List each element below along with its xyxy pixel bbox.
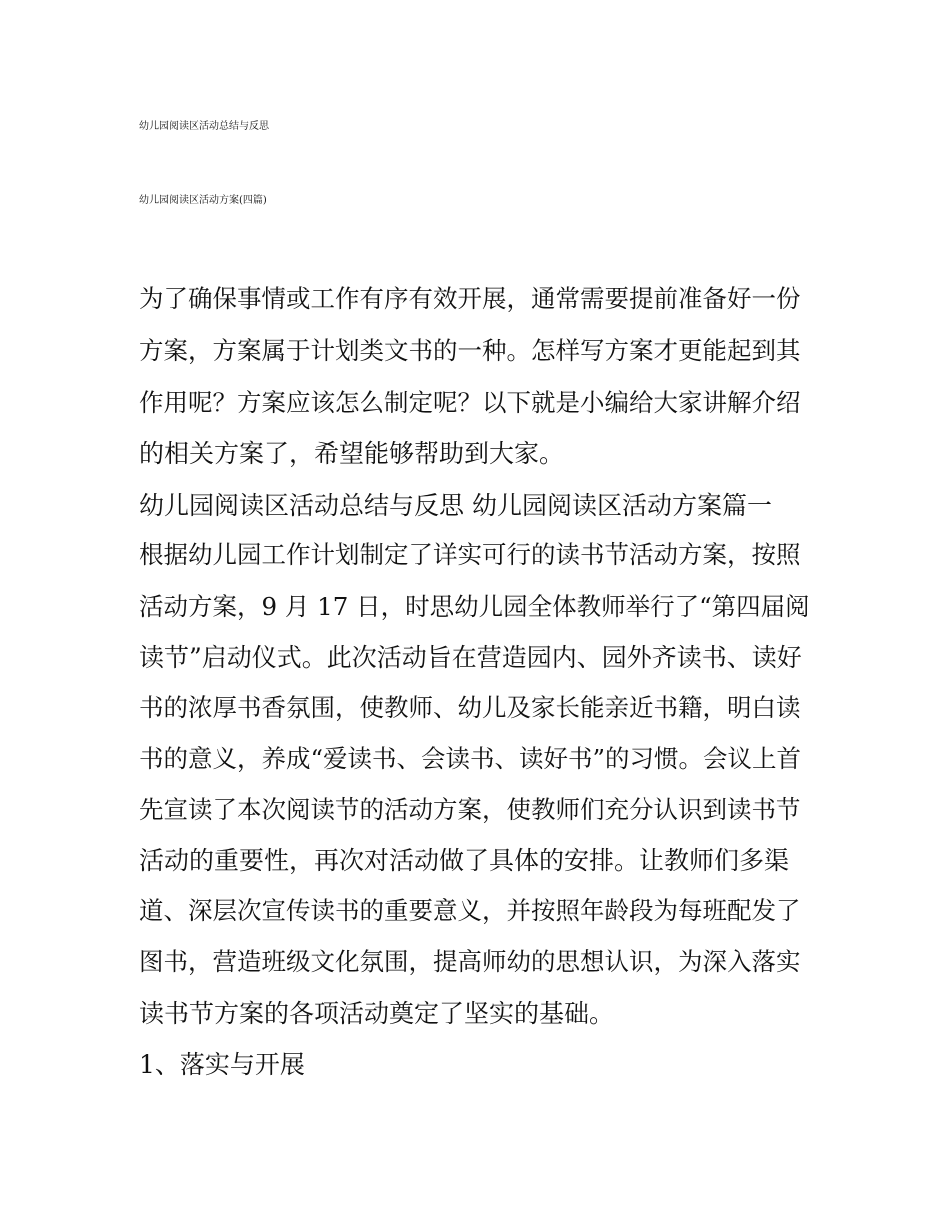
body-paragraph-line: 图书，营造班级文化氛围，提高师幼的思想认识，为深入落实 (139, 947, 801, 976)
body-paragraph-line: 读书节方案的各项活动奠定了坚实的基础。 (139, 999, 615, 1028)
section-heading: 幼儿园阅读区活动总结与反思 幼儿园阅读区活动方案篇一 (139, 491, 772, 520)
intro-paragraph-line: 作用呢？方案应该怎么制定呢？以下就是小编给大家讲解介绍 (139, 388, 801, 417)
numbered-subheading: 1、落实与开展 (139, 1050, 305, 1079)
body-paragraph-line: 活动的重要性，再次对活动做了具体的安排。让教师们多渠 (139, 846, 790, 875)
body-paragraph-line: 道、深层次宣传读书的重要意义，并按照年龄段为每班配发了 (139, 896, 801, 925)
intro-paragraph-line: 方案，方案属于计划类文书的一种。怎样写方案才更能起到其 (139, 336, 801, 365)
body-paragraph-line: 书的意义，养成“爱读书、会读书、读好书”的习惯。会议上首 (139, 744, 802, 773)
body-paragraph-line: 书的浓厚书香氛围，使教师、幼儿及家长能亲近书籍，明白读 (139, 693, 801, 722)
body-paragraph-line: 根据幼儿园工作计划制定了详实可行的读书节活动方案，按照 (139, 540, 801, 569)
body-paragraph-line: 读节”启动仪式。此次活动旨在营造园内、园外齐读书、读好 (139, 643, 802, 672)
document-title-line-2: 幼儿园阅读区活动方案(四篇) (139, 195, 267, 206)
intro-paragraph-line: 为了确保事情或工作有序有效开展，通常需要提前准备好一份 (139, 284, 801, 313)
body-paragraph-line: 活动方案，9 月 17 日，时思幼儿园全体教师举行了“第四届阅 (139, 592, 810, 621)
intro-paragraph-line: 的相关方案了，希望能够帮助到大家。 (139, 439, 565, 468)
document-title-line-1: 幼儿园阅读区活动总结与反思 (139, 121, 269, 132)
body-paragraph-line: 先宣读了本次阅读节的活动方案，使教师们充分认识到读书节 (139, 795, 801, 824)
